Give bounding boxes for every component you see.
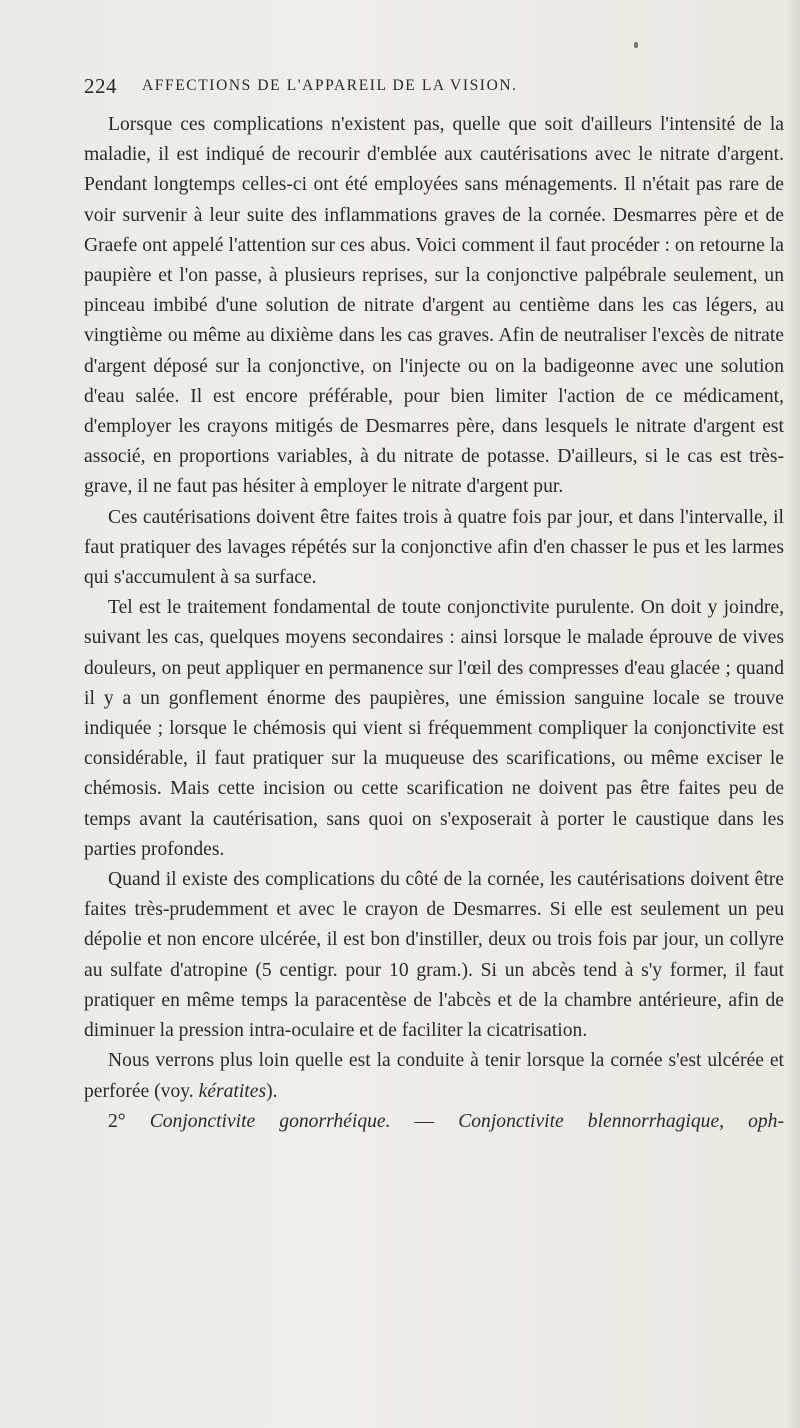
cross-reference: kératites — [198, 1080, 267, 1102]
running-head — [84, 74, 784, 100]
page-number: 224 — [84, 74, 117, 98]
print-speck — [634, 42, 638, 48]
body-text — [84, 110, 784, 1137]
section-title-2: Conjonctivite blennorrhagique, oph- — [458, 1110, 784, 1132]
section-number: 2° — [108, 1110, 126, 1132]
page-edge-shadow — [786, 0, 800, 1428]
section-title-1: Conjonctivite gonorrhéique. — [149, 1110, 391, 1132]
running-title: AFFECTIONS DE L'APPAREIL DE LA VISION. — [142, 77, 518, 94]
paragraph-3: Tel est le traitement fondamental de toute conjonctivite purulente. On doit y joindre, suivant les cas, quelques moyens secondaires : ainsi lorsque le malade éprouve de vives douleurs, on peut appliquer en permanence sur l'œil des compresses d'eau glacée ; quand il y a un gonflement énorme des paupières, une émission sanguine locale se trouve indiquée ; lorsque le chémosis qui vient si fréquemment compliquer la conjonctivite est considérable, il faut pratiquer sur la muqueuse des scarifications, ou même exciser le chémosis. Mais cette incision ou cette scarification ne doivent pas être faites peu de temps avant la cautérisation, sans quoi on s'exposerait à porter le caustique dans les parties profondes. — [84, 597, 784, 860]
paragraph-5 — [84, 1046, 784, 1106]
section-dash: — — [390, 1110, 459, 1132]
paragraph-5-end: ). — [266, 1080, 278, 1102]
paragraph-1: Lorsque ces complications n'existent pas, quelle que soit d'ailleurs l'intensité de la maladie, il est indiqué de recourir d'emblée aux cautérisations avec le nitrate d'argent. Pendant longtemps celles-ci ont été employées sans ménagements. Il n'était pas rare de voir survenir à leur suite des inflammations graves de la cornée. Desmarres père et de Graefe ont appelé l'attention sur ces abus. Voici comment il faut procéder : on retourne la paupière et l'on passe, à plusieurs reprises, sur la conjonctive palpébrale seulement, un pinceau imbibé d'une solution de nitrate d'argent au centième dans les cas légers, au vingtième ou même au dixième dans les cas graves. Afin de neutraliser l'excès de nitrate d'argent déposé sur la conjonctive, on l'injecte ou on la badigeonne avec une solution d'eau salée. Il est encore préférable, pour bien limiter l'action de ce médicament, d'employer les crayons mitigés de Desmarres père, dans lesquels le nitrate d'argent est associé, en proportions variables, à du nitrate de potasse. D'ailleurs, si le cas est très-grave, il ne faut pas hésiter à employer le nitrate d'argent pur. — [84, 114, 784, 498]
paragraph-5-text: Nous verrons plus loin quelle est la conduite à tenir lorsque la cornée s'est ulcérée et perforée (voy. — [84, 1050, 784, 1102]
section-heading-paragraph — [84, 1107, 784, 1137]
paragraph-4: Quand il existe des complications du côté de la cornée, les cautérisations doivent être faites très-prudemment et avec le crayon de Desmarres. Si elle est seulement un peu dépolie et non encore ulcérée, il est bon d'instiller, deux ou trois fois par jour, un collyre au sulfate d'atropine (5 centigr. pour 10 gram.). Si un abcès tend à s'y former, il faut pratiquer en même temps la paracentèse de l'abcès et de la chambre antérieure, afin de diminuer la pression intra-oculaire et de faciliter la cicatrisation. — [84, 869, 784, 1042]
paragraph-2: Ces cautérisations doivent être faites trois à quatre fois par jour, et dans l'intervalle, il faut pratiquer des lavages répétés sur la conjonctive afin d'en chasser le pus et les larmes qui s'accumulent à sa surface. — [84, 506, 784, 589]
